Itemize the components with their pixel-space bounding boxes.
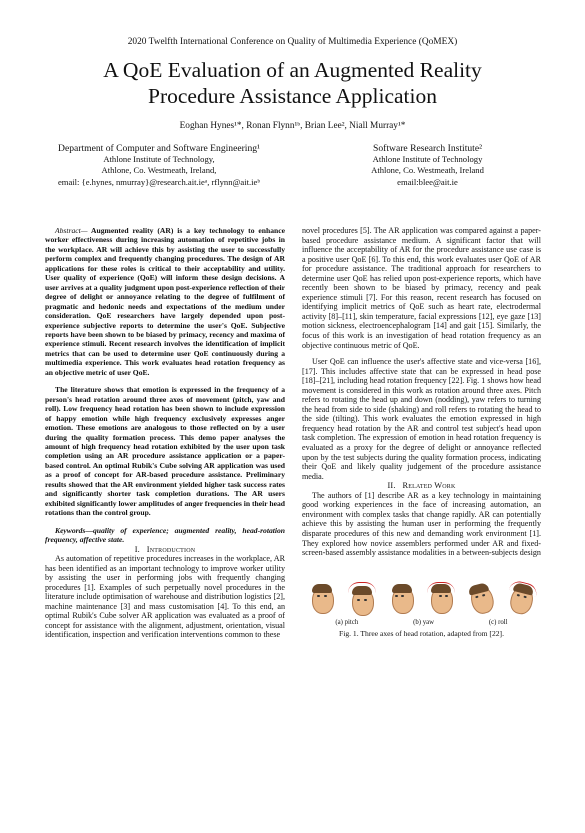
section-1-heading [45,545,285,555]
paper-title [0,57,585,109]
abstract-paragraph-1 [45,226,285,377]
affiliation-right-name: Software Research Institute² [373,143,482,154]
affiliation-left-line2: Athlone, Co. Westmeath, Ireland, [101,165,217,176]
affiliation-left-email: email: {e.hynes, nmurray}@research.ait.ieᵃ, rflynn@ait.ieᵇ [57,176,261,187]
conference-header: 2020 Twelfth International Conference on Quality of Multimedia Experience (QoMEX) [127,37,458,47]
abstract-paragraph-2: The literature shows that emotion is expressed in the frequency of a person's head rotation around three axes of movement (pitch, yaw and roll). Low frequency head rotation has been shown to include expression of happy emotion while high frequency exclusively expresses anger emotion. These emotions are analogous to those reflected on by a user during the quality formation process. This demo paper analyses the amount of high frequency head rotation exhibited by the user upon task completion using an AR procedure assistance application or a paper-based control. An optimal Rubik's Cube solving AR application was used as a proof of concept for AR-based procedure assistance. Preliminary results showed that the AR environment yielded higher task success rates and significantly shorter task completion durations. The AR users exhibited significantly lower amplitudes of anger frequencies in their head rotations than the control group. [45,385,285,518]
section-2-heading [302,481,541,491]
head-pitch-up-illustration [308,582,336,616]
affiliation-left-name: Department of Computer and Software Engineering¹ [58,143,260,154]
right-column [302,226,541,639]
section-2-number: II. [387,481,396,491]
left-column [45,226,285,640]
section-1-number: I. [134,544,140,554]
title-line-1: A QoE Evaluation of an Augmented Reality [103,58,482,82]
author-list: Eoghan Hynes¹*, Ronan Flynn¹ᵇ, Brian Lee², Niall Murray¹* [179,121,406,131]
figure-1-label-roll: (c) roll [488,618,508,626]
title-line-2: Procedure Assistance Application [148,84,437,108]
section-1-paragraph-1: As automation of repetitive procedures increases in the workplace, AR has been identified as an important technology to improve worker utility by assisting the user in performing jobs with frequently changing procedures [1]. Examples of such perpetually novel procedures in the literature include optimisation of warehouse and distribution logistics [2], machine maintenance [3] and mass customisation [4]. To this end, an optimal Rubik's Cube solver AR application was evaluated as a proof of concept for assistance with the alignment, adjustment, orientation, visual identification, inspection and verification interventions common to these [45,554,285,640]
head-roll-right-illustration [503,579,538,619]
affiliation-left-line1: Athlone Institute of Technology, [103,154,215,165]
section-2-paragraph-1: The authors of [1] describe AR as a key technology in maintaining good working experiences in the face of increasing automation, an environment with complex tasks that change rapidly. AR can potentially achieve this by assisting the human user in performing the frequently disparate procedures of this new and demanding work environment [1]. They explored how novice assemblers performed under AR and fixed-screen-based assembly assistance modalities in a between-subjects design [302,490,541,558]
section-1-paragraph-2: User QoE can influence the user's affective state and vice-versa [16], [17]. This includes affective state that can be expressed in head pose [18]–[21], including head rotation frequency [22]. Fig. 1 shows how head movement is considered in this work as rotation around three axes. Pitch refers to rotating the head up and down (nodding), yaw refers to turning the head from side to side (shaking) and roll refers to rotating the head to the side (tilting). This work evaluates the emotion expressed in high frequency head rotation by the AR and control test subject's head upon task completion. The expression of emotion in head rotation frequency is evaluated as a proxy for the degree of delight or annoyance reflected upon by the test subjects during the quality formation process, indicating their QoE and likely quality judgement of the procedure assistance media. [302,357,541,481]
head-roll-left-illustration [463,579,498,619]
head-yaw-left-illustration [388,582,416,616]
figure-1-labels [302,618,541,628]
figure-1-caption: Fig. 1. Three axes of head rotation, adapted from [22]. [339,629,504,639]
affiliation-right-email: email:blee@ait.ie [397,176,458,187]
abstract-lead: Abstract— [55,226,88,235]
section-2-title: Related Work [402,481,456,491]
head-yaw-right-illustration [427,582,455,616]
affiliation-right-line1: Athlone Institute of Technology [372,154,483,165]
figure-1-image [302,564,541,616]
keywords: Keywords—quality of experience; augmented reality, head-rotation frequency, affective state. [45,525,285,545]
figure-1-label-yaw: (b) yaw [413,618,435,626]
affiliation-left [28,143,290,188]
figure-1-label-pitch: (a) pitch [335,618,359,626]
head-pitch-down-illustration [348,582,376,616]
figure-1 [302,564,541,639]
affiliation-right-line2: Athlone, Co. Westmeath, Ireland [371,165,484,176]
affiliation-right [300,143,555,188]
abstract-text-1: Augmented reality (AR) is a key technology to enhance worker effectiveness during increasing automation of repetitive jobs in the workplace. AR will achieve this by assisting the user to successfully perform complex and frequently changing procedures. The design of AR applications for these roles is critical to their acceptability and utility. User quality of experience (QoE) will inform these design decisions. A user arrives at a quality judgment upon post-experience reflection of their degree of delight or annoyance relating to the degree of fulfilment of pragmatic and hedonic needs and expectations of the medium under consideration. QoE researchers have largely depended upon post-experience subjective reports to determine the user's QoE. Subjective reports have been shown to be biased by primacy, recency and maxima of experience stimuli. Recent research involves the identification of implicit metrics that can be used to determine user QoE continuously during a multimedia experience. This work evaluates head rotation frequency as an objective metric of user QoE. [45,226,285,377]
section-1-title: Introduction [146,544,196,554]
section-1-paragraph-1-continued: novel procedures [5]. The AR application was compared against a paper-based procedure assistance medium. A significant factor that will influence the acceptability of AR for the procedure assistance use case is a positive user QoE [6]. To this end, this work evaluates user QoE of AR for procedure assistance. The traditional approach for researchers to determine user QoE has relied upon post-experience reports, which have recently been shown to be biased by primacy, recency and peak experience stimuli [7]. For this reason, recent research has focused on identifying implicit metrics of QoE such as heart rate, electrodermal activity [8]–[11], skin temperature, facial expressions [12], eye gaze [13] motion sickness, electroencephalogram [14] and gait [15]. Similarly, the focus of this work is an investigation of head rotation frequency as an objective continuous metric of QoE. [302,226,541,350]
